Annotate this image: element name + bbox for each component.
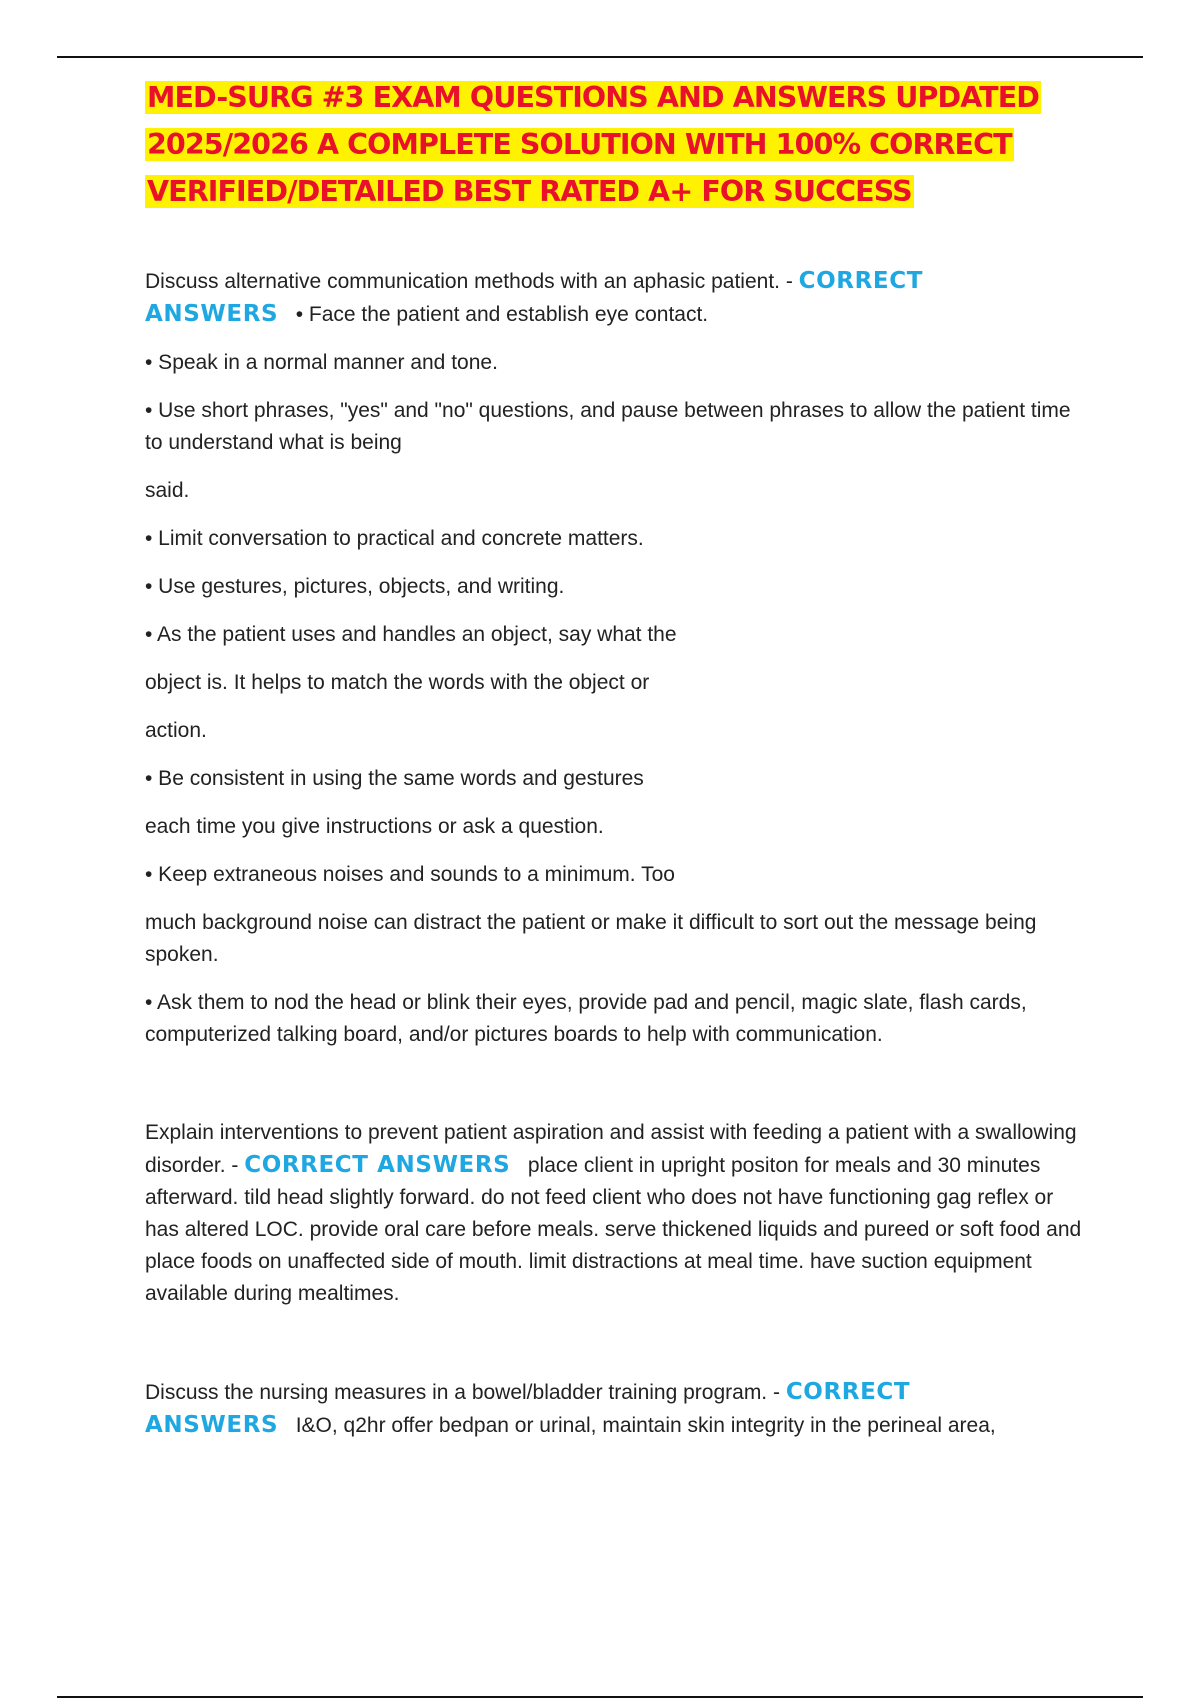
- title-line-3: VERIFIED/DETAILED BEST RATED A+ FOR SUCCESS: [147, 175, 912, 208]
- section-gap: [145, 1326, 1090, 1376]
- qa1-line: action.: [145, 719, 207, 742]
- qa1-line: • Speak in a normal manner and tone.: [145, 351, 498, 374]
- qa1-line: • Use short phrases, "yes" and "no" questions, and pause between phrases to allow the patient time to understand what is being: [145, 399, 1071, 454]
- qa1-answer-label-line2: ANSWERS: [145, 301, 279, 327]
- top-rule: [57, 56, 1143, 58]
- qa1-line: said.: [145, 479, 190, 502]
- qa1-question-paragraph: [145, 265, 1090, 331]
- qa3-paragraph: [145, 1376, 1090, 1442]
- document-title: [145, 74, 1090, 215]
- document-body: [145, 74, 1090, 1458]
- qa2-question: Explain interventions to prevent patient aspiration and assist with feeding a patient with a swallowing disorder. -: [145, 1121, 1077, 1177]
- qa-block-1: [145, 265, 1090, 1051]
- qa3-answer-label-line2: ANSWERS: [145, 1412, 279, 1438]
- bottom-rule: [57, 1696, 1143, 1698]
- qa1-line: • Limit conversation to practical and concrete matters.: [145, 527, 644, 550]
- qa1-line: • Use gestures, pictures, objects, and writing.: [145, 575, 565, 598]
- qa1-line: much background noise can distract the patient or make it difficult to sort out the message being spoken.: [145, 911, 1037, 966]
- title-line-2: 2025/2026 A COMPLETE SOLUTION WITH 100% CORRECT: [147, 128, 1012, 161]
- qa2-paragraph: [145, 1117, 1090, 1310]
- section-gap: [145, 1067, 1090, 1117]
- qa1-first-answer: • Face the patient and establish eye contact.: [295, 303, 709, 326]
- title-line-1: MED-SURG #3 EXAM QUESTIONS AND ANSWERS UPDATED: [147, 81, 1040, 114]
- qa1-line: object is. It helps to match the words with the object or: [145, 671, 650, 694]
- qa1-line: • Ask them to nod the head or blink their eyes, provide pad and pencil, magic slate, flash cards, computerized talking board, and/or pictures boards to help with communication.: [145, 991, 1027, 1046]
- qa1-line: each time you give instructions or ask a question.: [145, 815, 604, 838]
- qa-block-2: [145, 1117, 1090, 1310]
- qa1-question: Discuss alternative communication methods with an aphasic patient. -: [145, 270, 799, 293]
- qa1-answer-label-line1: CORRECT: [798, 268, 923, 294]
- qa3-answer: I&O, q2hr offer bedpan or urinal, maintain skin integrity in the perineal area,: [295, 1414, 996, 1437]
- qa1-line: • Be consistent in using the same words and gestures: [145, 767, 644, 790]
- qa3-answer-label-line1: CORRECT: [785, 1379, 911, 1405]
- qa1-line: • Keep extraneous noises and sounds to a minimum. Too: [145, 863, 675, 886]
- qa2-answer-label: CORRECT ANSWERS: [244, 1152, 511, 1178]
- qa2-answer: place client in upright positon for meals and 30 minutes afterward. tild head slightly forward. do not feed client who does not have functioning gag reflex or has altered LOC. provide oral care before meals. serve thickened liquids and pureed or soft food and place foods on unaffected side of mouth. limit distractions at meal time. have suction equipment available during mealtimes.: [145, 1154, 1082, 1305]
- qa3-question: Discuss the nursing measures in a bowel/bladder training program. -: [145, 1381, 786, 1404]
- qa-block-3: [145, 1376, 1090, 1442]
- qa1-line: • As the patient uses and handles an object, say what the: [145, 623, 677, 646]
